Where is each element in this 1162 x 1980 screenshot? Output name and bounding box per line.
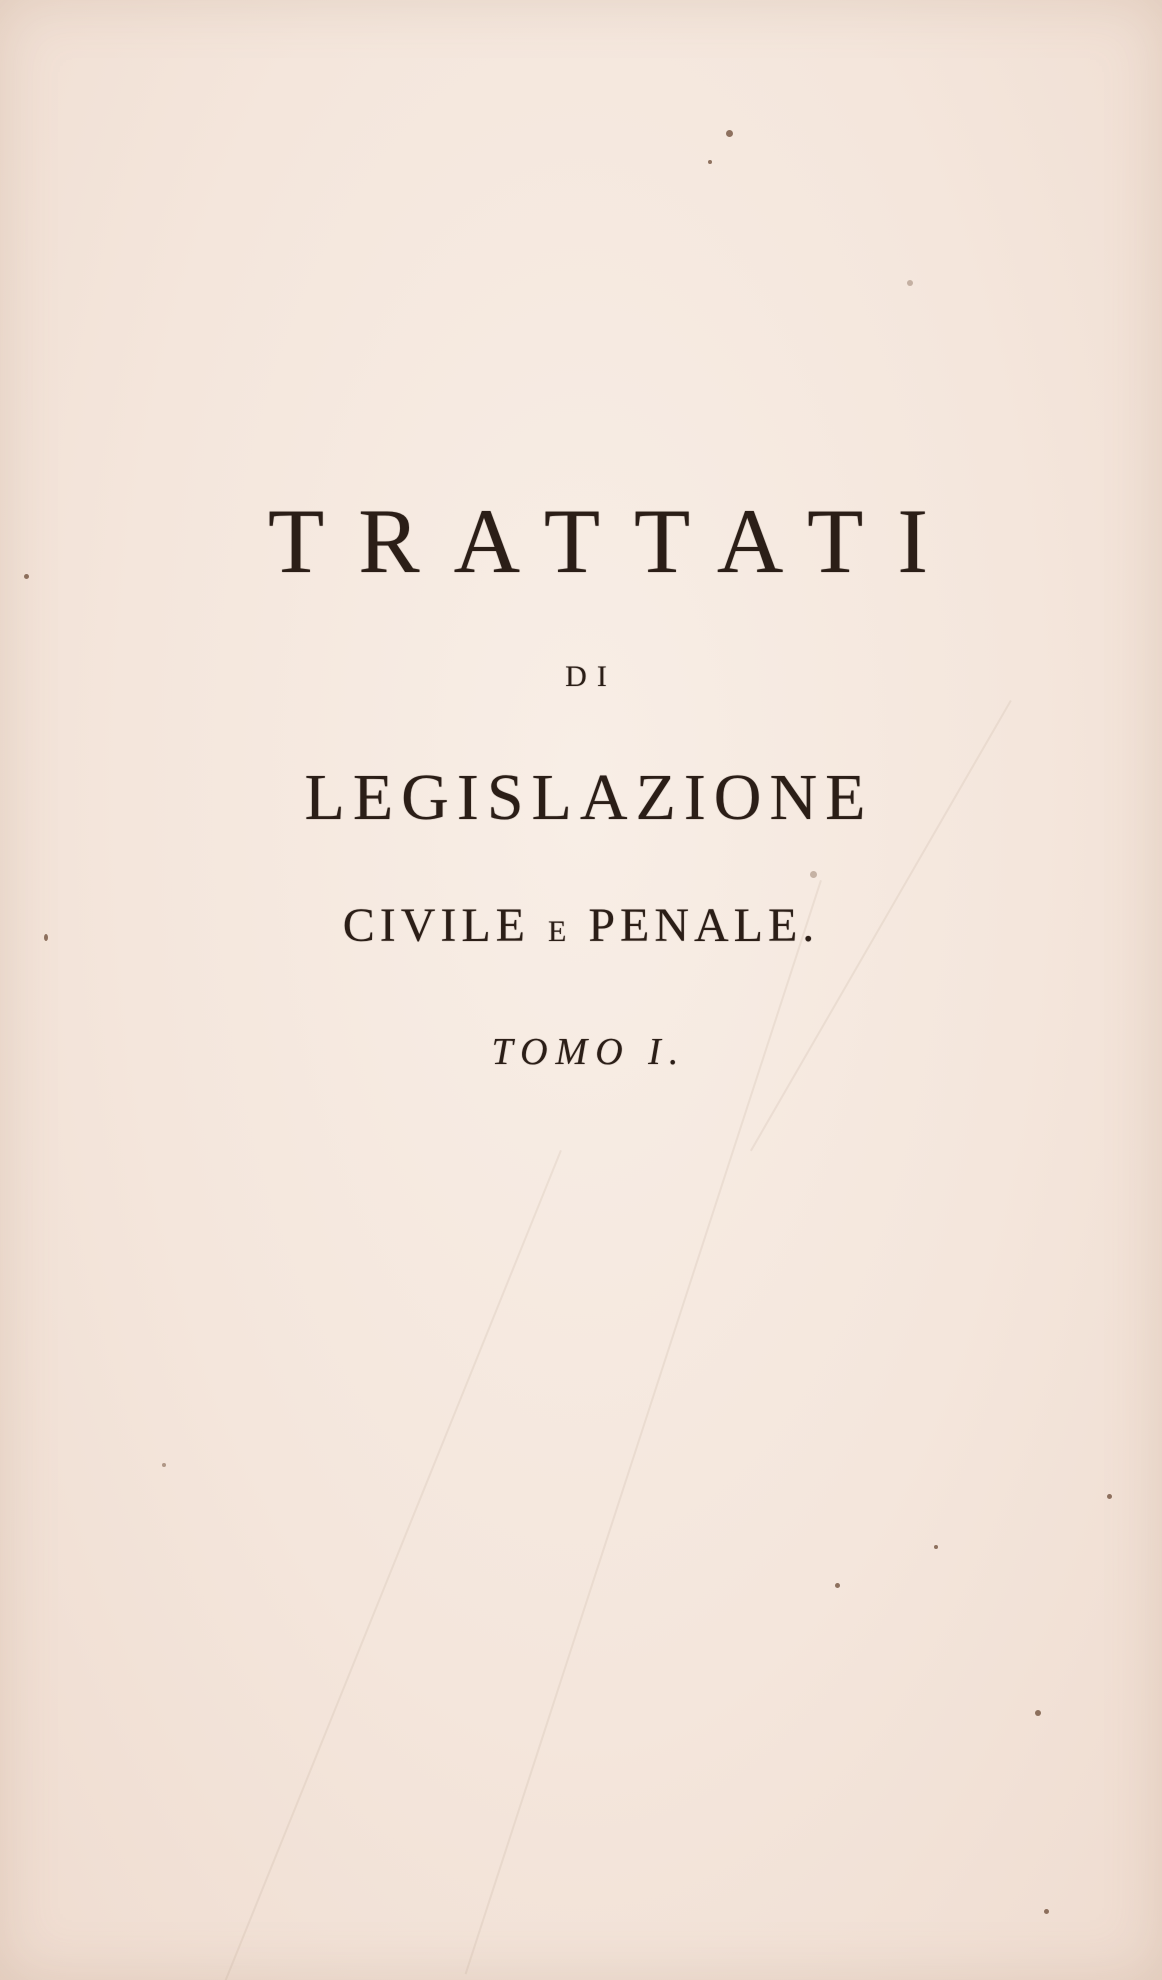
qualifier-left: CIVILE <box>342 899 530 952</box>
volume-label: TOMO I. <box>491 1031 687 1073</box>
foxing-spot <box>1035 1710 1041 1716</box>
foxing-spot <box>708 160 712 164</box>
qualifier-conjunction: E <box>547 915 571 948</box>
paper-crease <box>223 1150 562 1980</box>
foxing-spot <box>835 1583 840 1588</box>
foxing-spot <box>1044 1909 1049 1914</box>
title-connector: DI <box>565 660 617 693</box>
book-qualifier <box>0 898 1162 953</box>
foxing-spot <box>1107 1494 1112 1499</box>
foxing-spot <box>162 1463 166 1467</box>
book-title: TRATTATI <box>268 490 962 592</box>
foxing-spot <box>810 871 817 878</box>
qualifier-right: PENALE. <box>588 899 820 952</box>
foxing-spot <box>934 1545 938 1549</box>
foxing-spot <box>907 280 913 286</box>
foxing-spot <box>726 130 733 137</box>
book-subject: LEGISLAZIONE <box>304 761 874 834</box>
